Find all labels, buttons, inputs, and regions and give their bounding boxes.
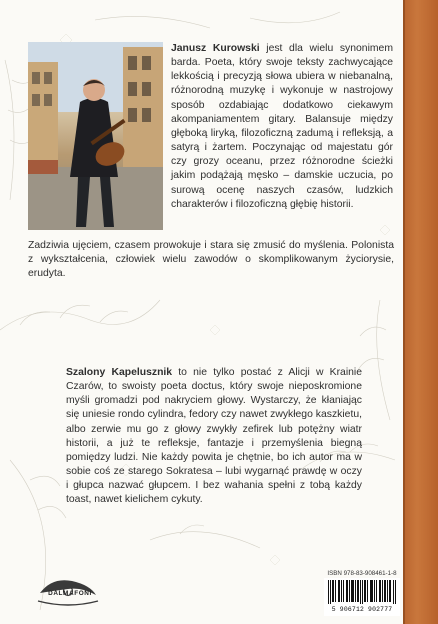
author-bio	[171, 42, 393, 212]
spine	[403, 0, 438, 624]
publisher-name: DALMAFONI	[48, 590, 92, 597]
author-name: Janusz Kurowski	[171, 43, 260, 54]
book-title: Szalony Kapelusznik	[66, 367, 173, 378]
book-description-text: to nie tylko postać z Alicji w Krainie Czarów, to swoisty poeta doctus, który swoje nieposkromione myśli gromadzi pod nakryciem głowy. Wystarczy, że kłaniając się uniesie rondo cylindra, fedory czy nawet zwykłego kaszkietu, albo zerwie mu go z głowy zwykły zefirek lub potężny wiatr historii, a już te refleksje, fantazje i przemyślenia biegną pomiędzy ludzi. Nie każdy powita je chętnie, bo ich autor ma w sobie coś ze starego Sokratesa – lubi wygarnąć prawdę w oczy i głupca nazwać głupcem. I bez wahania spełni z tobą każdy toast, nawet kielichem cykuty.	[66, 367, 362, 506]
author-bio-text: jest dla wielu synonimem barda. Poeta, który swoje teksty zachwycające lekkością i precyzją słowa ubiera w niebanalną, różnorodną muzykę i wykonuje w nastrojowy sposób ozdabiając dodatkowo ciekawym akompaniamentem gitary. Balansuje między głęboką liryką, filozoficzną zadumą i refleksją, a satyrą i żartem. Poczynając od majestatu gór czy grozy oceanu, przez różnorodne ścieżki jakim podążają męsko – damskie uczucia, po surową ocenę naszych czasów, ludzkich charakterów i filozoficzną głębię historii.	[171, 43, 393, 210]
author-photo	[28, 42, 163, 230]
author-bio-continued: Zadziwia ujęciem, czasem prowokuje i stara się zmusić do myślenia. Polonista z wykształcenia, człowiek wielu zawodów o skomplikowanym życiorysie, erudyta.	[28, 240, 394, 280]
book-description	[66, 366, 362, 508]
isbn-label: ISBN 978-83-908461-1-8	[327, 570, 397, 577]
barcode-number: 5 906712 902777	[331, 606, 393, 613]
barcode-bars	[328, 580, 396, 604]
